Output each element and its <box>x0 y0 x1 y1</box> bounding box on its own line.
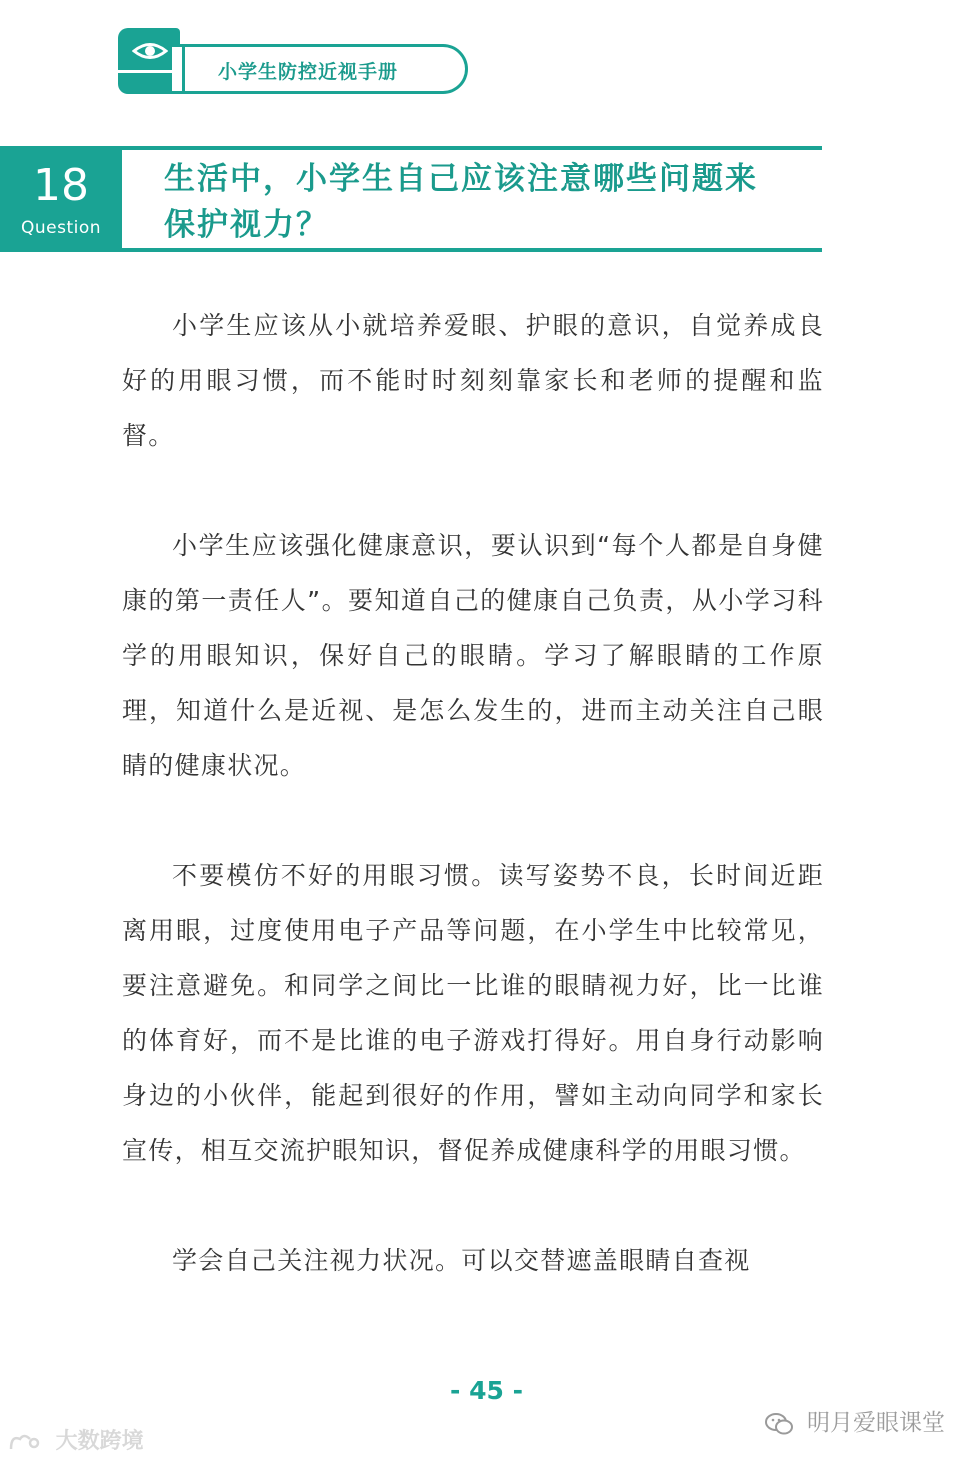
watermark-right-text: 明月爱眼课堂 <box>807 1410 945 1436</box>
watermark-logo-icon <box>8 1431 42 1453</box>
eye-icon <box>132 40 168 62</box>
question-badge <box>0 146 122 252</box>
paragraph-2: 小学生应该强化健康意识，要认识到“每个人都是自身健康的第一责任人”。要知道自己的健康自己负责，从小学习科学的用眼知识，保好自己的眼睛。学习了解眼睛的工作原理，知道什么是近视、是怎么发生的，进而主动关注自己眼睛的健康状况。 <box>122 531 824 780</box>
question-title-line-2: 保护视力？ <box>164 207 329 243</box>
question-title-line-1: 生活中，小学生自己应该注意哪些问题来 <box>164 161 758 197</box>
manual-title-pill <box>172 44 468 94</box>
article-body <box>122 298 824 1288</box>
watermark-left <box>8 1424 144 1454</box>
paragraph-4: 学会自己关注视力状况。可以交替遮盖眼睛自查视 <box>172 1246 751 1275</box>
question-title <box>164 156 824 248</box>
title-rule-top <box>122 146 822 150</box>
question-label: Question <box>20 218 102 238</box>
wechat-icon <box>764 1411 794 1437</box>
paragraph-3: 不要模仿不好的用眼习惯。读写姿势不良，长时间近距离用眼，过度使用电子产品等问题，在小学生中比较常见，要注意避免。和同学之间比一比谁的眼睛视力好，比一比谁的体育好，而不是比谁的电子游戏打得好。用自身行动影响身边的小伙伴，能起到很好的作用，譬如主动向同学和家长宣传，相互交流护眼知识，督促养成健康科学的用眼习惯。 <box>122 861 824 1165</box>
paragraph-1: 小学生应该从小就培养爱眼、护眼的意识，自觉养成良好的用眼习惯，而不能时时刻刻靠家长和老师的提醒和监督。 <box>122 311 824 450</box>
pill-line <box>182 47 185 91</box>
manual-title: 小学生防控近视手册 <box>218 61 399 83</box>
book-tab-logo <box>118 28 180 94</box>
tab-divider <box>118 70 180 73</box>
question-number: 18 <box>33 160 89 211</box>
watermark-right <box>764 1404 945 1437</box>
watermark-left-text: 大数跨境 <box>55 1429 144 1454</box>
page-number: - 45 - <box>450 1376 523 1405</box>
title-rule-bottom <box>122 248 822 252</box>
